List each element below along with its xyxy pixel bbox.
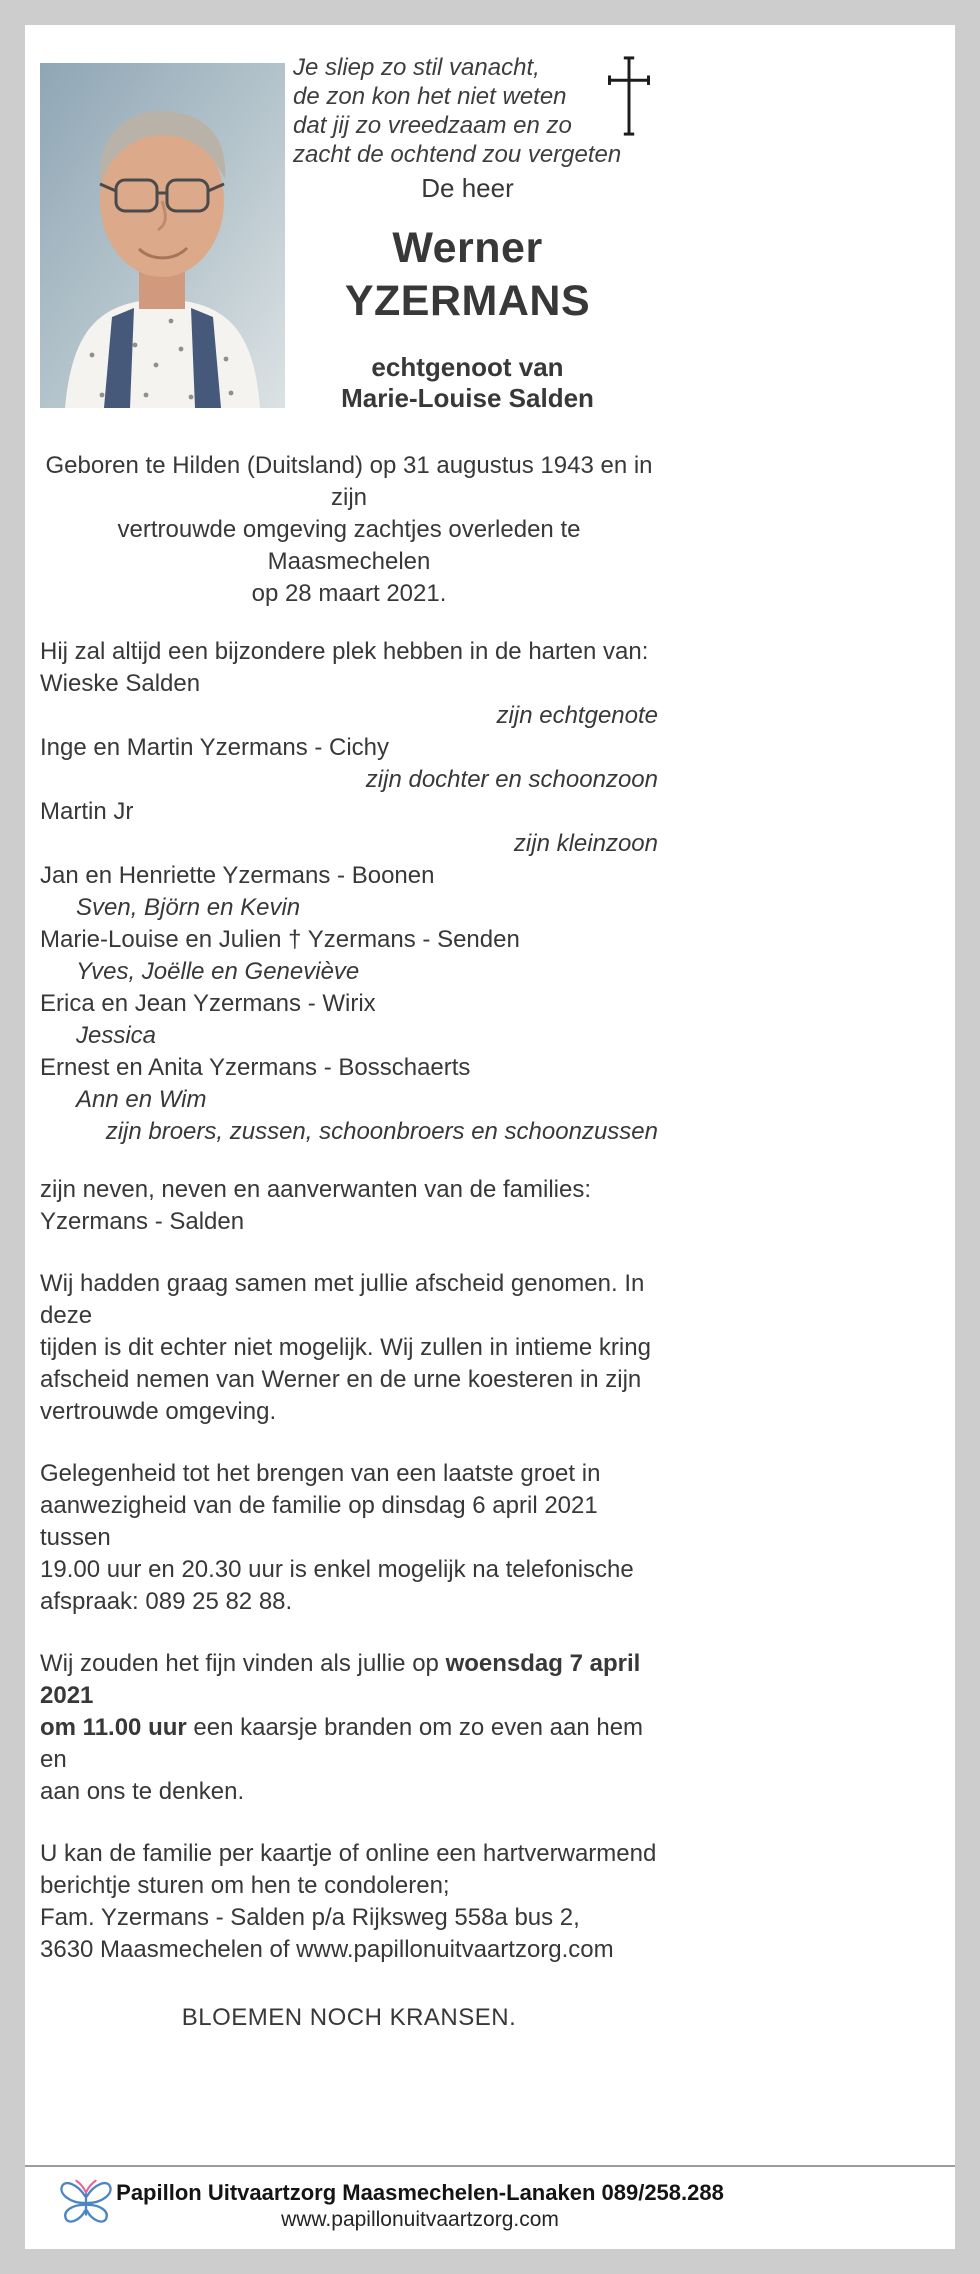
paragraph-line: aanwezigheid van de familie op dinsdag 6 april 2021 tussen bbox=[40, 1492, 598, 1551]
obituary-body bbox=[40, 428, 658, 2034]
family-children: Jessica bbox=[76, 1022, 157, 1049]
footer-section bbox=[25, 2165, 955, 2249]
family-member: Marie-Louise en Julien † Yzermans - Senden bbox=[40, 926, 520, 953]
family-children: Ann en Wim bbox=[76, 1086, 207, 1113]
relatives-line: zijn neven, neven en aanverwanten van de families: bbox=[40, 1176, 592, 1203]
paragraph-line bbox=[40, 1712, 658, 1776]
bold-date: woensdag 7 april 2021 bbox=[40, 1650, 641, 1709]
header-section bbox=[25, 43, 955, 428]
butterfly-logo-icon bbox=[57, 2175, 115, 2234]
candle-paragraph bbox=[40, 1648, 658, 1808]
text-run: een kaarsje branden om zo even aan hem en bbox=[40, 1714, 644, 1773]
family-member: Ernest en Anita Yzermans - Bosschaerts bbox=[40, 1054, 471, 1081]
poem-line: zacht de ochtend zou vergeten bbox=[293, 141, 622, 168]
paragraph-line: Wij hadden graag samen met jullie afscheid genomen. In deze bbox=[40, 1270, 645, 1329]
family-member: Martin Jr bbox=[40, 798, 134, 825]
funeral-home-name-and-phone: Papillon Uitvaartzorg Maasmechelen-Lanaken 089/258.288 bbox=[116, 2180, 724, 2205]
intro-line: op 28 maart 2021. bbox=[251, 580, 447, 607]
family-list bbox=[40, 636, 658, 1148]
bold-time: om 11.00 uur bbox=[40, 1714, 187, 1741]
footer-row bbox=[25, 2167, 955, 2249]
paragraph-line: 19.00 uur en 20.30 uur is enkel mogelijk na telefonische bbox=[40, 1556, 634, 1583]
paragraph-line: vertrouwde omgeving. bbox=[40, 1398, 277, 1425]
relation-intro: echtgenoot van bbox=[371, 352, 564, 382]
farewell-paragraph bbox=[40, 1268, 658, 1428]
funeral-home-website: www.papillonuitvaartzorg.com bbox=[281, 2208, 559, 2231]
portrait-photo bbox=[40, 63, 285, 408]
condolence-paragraph bbox=[40, 1838, 658, 1966]
footer-text-block bbox=[25, 2179, 815, 2233]
family-children: Yves, Joëlle en Geneviève bbox=[76, 958, 360, 985]
family-relation: zijn kleinzoon bbox=[513, 830, 658, 857]
family-relation: zijn broers, zussen, schoonbroers en schoonzussen bbox=[105, 1118, 658, 1145]
last-greeting-paragraph bbox=[40, 1458, 658, 1618]
portrait-photo-illustration bbox=[40, 63, 285, 408]
memorial-cross-icon bbox=[603, 55, 655, 142]
text-run: Wij zouden het fijn vinden als jullie op bbox=[40, 1650, 446, 1677]
spouse-name: Marie-Louise Salden bbox=[341, 383, 594, 413]
family-member: Inge en Martin Yzermans - Cichy bbox=[40, 734, 390, 761]
paragraph-line: U kan de familie per kaartje of online een hartverwarmend bbox=[40, 1840, 657, 1867]
paragraph-line: tijden is dit echter niet mogelijk. Wij zullen in intieme kring bbox=[40, 1334, 651, 1361]
obituary-card bbox=[25, 25, 955, 2249]
paragraph-line: afspraak: 089 25 82 88. bbox=[40, 1588, 293, 1615]
paragraph-line: afscheid nemen van Werner en de urne koesteren in zijn bbox=[40, 1366, 642, 1393]
family-relation: zijn echtgenote bbox=[496, 702, 658, 729]
deceased-first-name: Werner bbox=[392, 224, 543, 272]
birth-death-paragraph bbox=[40, 450, 658, 610]
poem-line: de zon kon het niet weten bbox=[293, 83, 567, 110]
salutation: De heer bbox=[421, 173, 514, 203]
relatives-line: Yzermans - Salden bbox=[40, 1208, 245, 1235]
deceased-last-name: YZERMANS bbox=[344, 277, 591, 325]
paragraph-line: Gelegenheid tot het brengen van een laatste groet in bbox=[40, 1460, 601, 1487]
intro-line: vertrouwde omgeving zachtjes overleden te Maasmechelen bbox=[117, 516, 581, 575]
paragraph-line: berichtje sturen om hen te condoleren; bbox=[40, 1872, 450, 1899]
intro-line: Geboren te Hilden (Duitsland) op 31 augustus 1943 en in zijn bbox=[45, 452, 653, 511]
family-member: Erica en Jean Yzermans - Wirix bbox=[40, 990, 376, 1017]
family-heading: Hij zal altijd een bijzondere plek hebben in de harten van: bbox=[40, 638, 649, 665]
paragraph-line: aan ons te denken. bbox=[40, 1778, 245, 1805]
paragraph-line: Fam. Yzermans - Salden p/a Rijksweg 558a bus 2, bbox=[40, 1904, 580, 1931]
deceased-name-block bbox=[275, 173, 660, 414]
family-relation: zijn dochter en schoonzoon bbox=[365, 766, 658, 793]
family-children: Sven, Björn en Kevin bbox=[76, 894, 301, 921]
poem-line: Je sliep zo stil vanacht, bbox=[293, 54, 540, 81]
family-member: Jan en Henriette Yzermans - Boonen bbox=[40, 862, 435, 889]
family-member: Wieske Salden bbox=[40, 670, 201, 697]
no-flowers-note: BLOEMEN NOCH KRANSEN. bbox=[181, 2004, 517, 2031]
paragraph-line bbox=[40, 1648, 658, 1712]
paragraph-line: 3630 Maasmechelen of www.papillonuitvaartzorg.com bbox=[40, 1936, 614, 1963]
relatives-note bbox=[40, 1174, 658, 1238]
memorial-poem bbox=[293, 53, 621, 169]
poem-line: dat jij zo vreedzaam en zo bbox=[293, 112, 572, 139]
